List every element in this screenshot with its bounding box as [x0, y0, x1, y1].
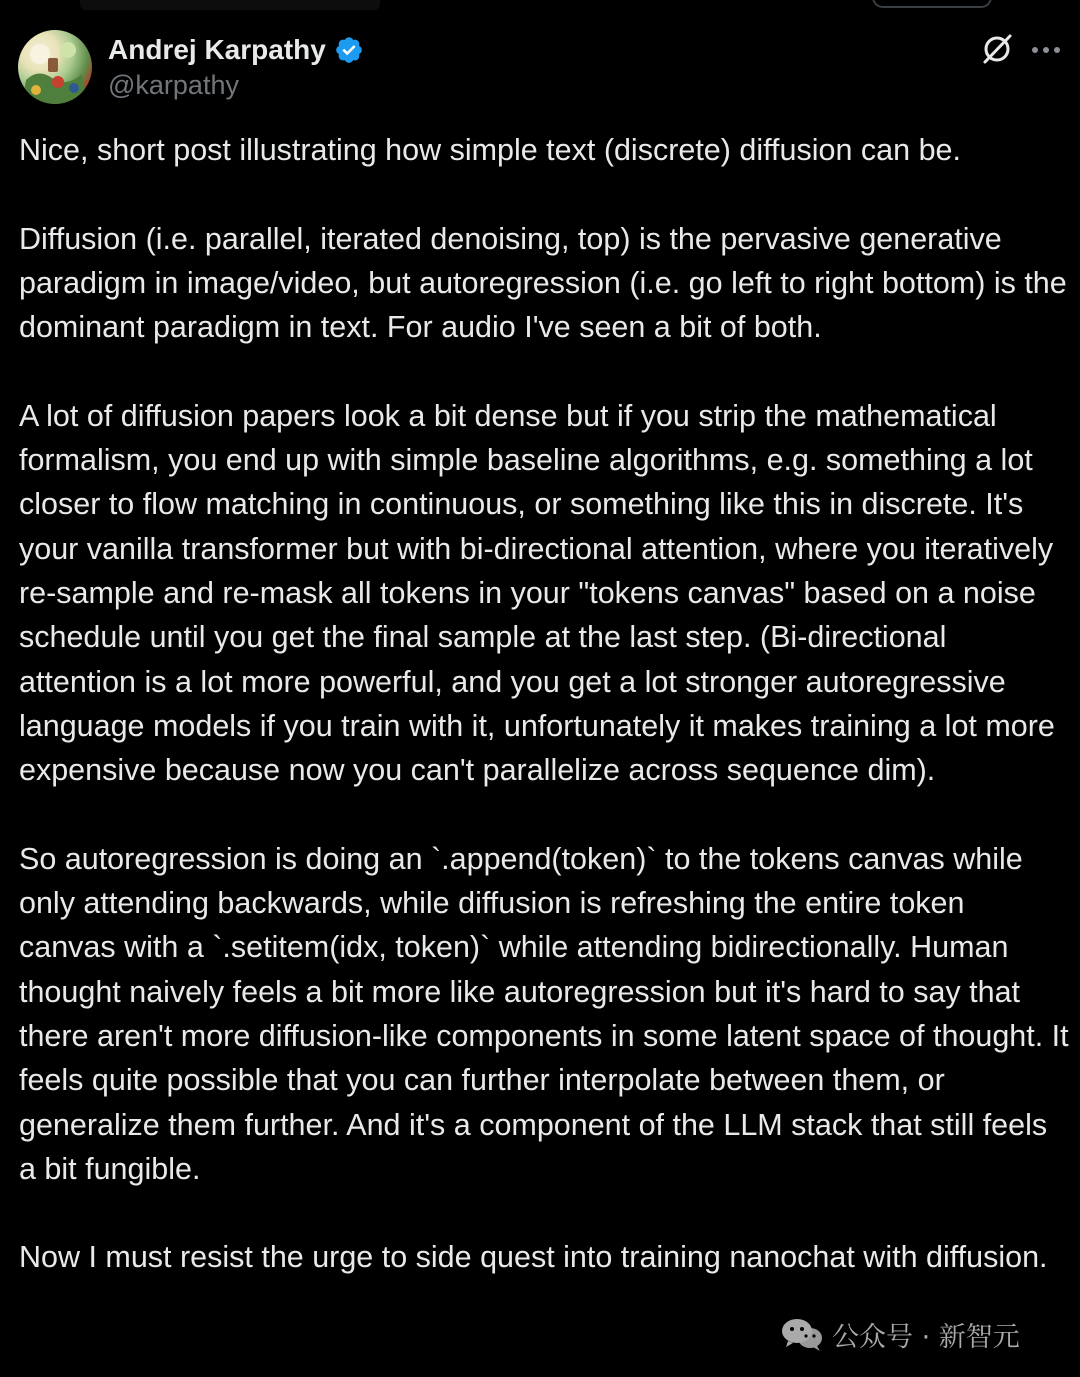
post-paragraph-3: A lot of diffusion papers look a bit dense but if you strip the mathematical formalism, you end up with simple baseline algorithms, e.g. something a lot closer to flow matching in continuous, or something like this in discrete. It's your vanilla transformer but with bi-directional attention, where you iteratively re-sample and re-mask all tokens in your "tokens canvas" based on a noise schedule until you get the final sample at the last step. (Bi-directional attention is a lot more powerful, and you get a lot stronger autoregressive language models if you train with it, unfortunately it makes training a lot more expensive because now you can't parallelize across sequence dim).	[19, 398, 1055, 788]
watermark	[780, 1314, 1020, 1354]
post-header	[18, 28, 1062, 108]
top-pill	[872, 0, 992, 8]
post-paragraph-5: Now I must resist the urge to side quest into training nanochat with diffusion.	[19, 1240, 1048, 1275]
post-paragraph-2: Diffusion (i.e. parallel, iterated denoising, top) is the pervasive generative paradigm in image/video, but autoregression (i.e. go left to right bottom) is the dominant paradigm in text. For audio I've seen a bit of both.	[19, 221, 1067, 345]
name-row	[108, 30, 364, 70]
post-paragraph-4: So autoregression is doing an `.append(token)` to the tokens canvas while only attending backwards, while diffusion is refreshing the entire token canvas with a `.setitem(idx, token)` while attending bidirectionally. Human thought naively feels a bit more like autoregression but it's hard to say that there aren't more diffusion-like components in some latent space of thought. It feels quite possible that you can further interpolate between them, or generalize them further. And it's a component of the LLM stack that still feels a bit fungible.	[19, 841, 1069, 1186]
top-shade	[80, 0, 380, 10]
verified-badge-icon	[334, 35, 364, 65]
watermark-text: 公众号 · 新智元	[832, 1321, 1020, 1353]
grok-icon[interactable]	[980, 32, 1014, 66]
author-display-name[interactable]: Andrej Karpathy	[108, 34, 326, 65]
more-options-icon[interactable]	[1030, 32, 1062, 66]
post-text	[19, 128, 1069, 1280]
avatar-image-icon	[18, 30, 92, 104]
avatar[interactable]	[18, 30, 92, 104]
post-paragraph-1: Nice, short post illustrating how simple text (discrete) diffusion can be.	[19, 133, 961, 167]
top-edge	[0, 0, 1080, 12]
wechat-icon	[780, 1316, 824, 1352]
author-handle[interactable]: @karpathy	[108, 70, 239, 100]
